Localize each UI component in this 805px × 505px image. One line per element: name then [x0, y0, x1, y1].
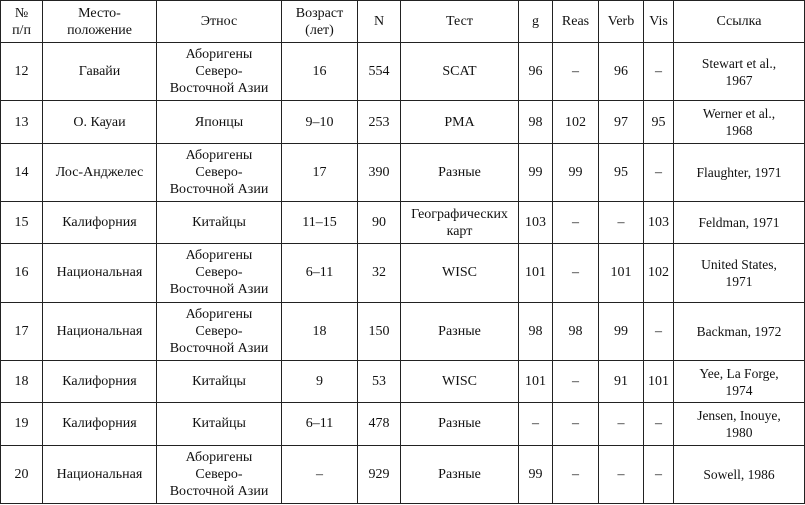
cell-n: 929	[358, 445, 401, 503]
cell-n: 554	[358, 43, 401, 101]
header-number: № п/п	[1, 1, 43, 43]
cell-ethnos: Японцы	[157, 101, 282, 143]
cell-g: 103	[519, 202, 553, 244]
cell-test: Разные	[401, 143, 519, 201]
cell-reas: 99	[553, 143, 599, 201]
cell-number: 15	[1, 202, 43, 244]
cell-n: 32	[358, 244, 401, 302]
cell-ethnos: Аборигены Северо- Восточной Азии	[157, 143, 282, 201]
cell-verb: 99	[599, 302, 644, 360]
cell-reas: –	[553, 43, 599, 101]
cell-location: О. Кауаи	[43, 101, 157, 143]
cell-location: Калифорния	[43, 361, 157, 403]
header-vis: Vis	[644, 1, 674, 43]
table-row	[1, 43, 805, 101]
cell-test: WISC	[401, 361, 519, 403]
header-n: N	[358, 1, 401, 43]
cell-number: 20	[1, 445, 43, 503]
cell-reas: –	[553, 361, 599, 403]
header-location: Место- положение	[43, 1, 157, 43]
cell-number: 16	[1, 244, 43, 302]
cell-reas: 98	[553, 302, 599, 360]
cell-number: 18	[1, 361, 43, 403]
header-g: g	[519, 1, 553, 43]
cell-test: SCAT	[401, 43, 519, 101]
cell-g: 99	[519, 445, 553, 503]
header-age: Возраст (лет)	[282, 1, 358, 43]
cell-n: 253	[358, 101, 401, 143]
cell-verb: 97	[599, 101, 644, 143]
cell-ethnos: Китайцы	[157, 403, 282, 445]
cell-age: 6–11	[282, 403, 358, 445]
cell-test: Разные	[401, 445, 519, 503]
table-row	[1, 302, 805, 360]
cell-vis: 102	[644, 244, 674, 302]
cell-location: Национальная	[43, 445, 157, 503]
cell-reference: Jensen, Inouye, 1980	[674, 403, 805, 445]
cell-reference: Stewart et al., 1967	[674, 43, 805, 101]
cell-vis: –	[644, 445, 674, 503]
cell-number: 14	[1, 143, 43, 201]
cell-g: 99	[519, 143, 553, 201]
cell-ethnos: Аборигены Северо- Восточной Азии	[157, 244, 282, 302]
cell-reas: –	[553, 403, 599, 445]
header-reference: Ссылка	[674, 1, 805, 43]
cell-reference: Sowell, 1986	[674, 445, 805, 503]
cell-ethnos: Китайцы	[157, 202, 282, 244]
cell-vis: –	[644, 143, 674, 201]
cell-age: 9	[282, 361, 358, 403]
cell-ethnos: Аборигены Северо- Восточной Азии	[157, 445, 282, 503]
cell-g: 101	[519, 244, 553, 302]
cell-reference: Flaughter, 1971	[674, 143, 805, 201]
cell-verb: 101	[599, 244, 644, 302]
header-reas: Reas	[553, 1, 599, 43]
cell-reference: Yee, La Forge, 1974	[674, 361, 805, 403]
cell-age: 17	[282, 143, 358, 201]
cell-g: 96	[519, 43, 553, 101]
table-row	[1, 361, 805, 403]
cell-n: 478	[358, 403, 401, 445]
cell-reas: –	[553, 445, 599, 503]
cell-test: Географических карт	[401, 202, 519, 244]
cell-reas: –	[553, 202, 599, 244]
cell-ethnos: Аборигены Северо- Восточной Азии	[157, 302, 282, 360]
cell-verb: 91	[599, 361, 644, 403]
table-row	[1, 202, 805, 244]
cell-vis: 103	[644, 202, 674, 244]
cell-number: 12	[1, 43, 43, 101]
header-test: Тест	[401, 1, 519, 43]
cell-age: 6–11	[282, 244, 358, 302]
cell-g: 101	[519, 361, 553, 403]
header-ethnos: Этнос	[157, 1, 282, 43]
cell-vis: –	[644, 43, 674, 101]
cell-test: WISC	[401, 244, 519, 302]
cell-number: 13	[1, 101, 43, 143]
cell-test: Разные	[401, 302, 519, 360]
cell-location: Национальная	[43, 244, 157, 302]
table-row	[1, 143, 805, 201]
cell-verb: 96	[599, 43, 644, 101]
cell-n: 150	[358, 302, 401, 360]
cell-verb: –	[599, 403, 644, 445]
header-verb: Verb	[599, 1, 644, 43]
cell-number: 17	[1, 302, 43, 360]
cell-g: –	[519, 403, 553, 445]
cell-reference: Backman, 1972	[674, 302, 805, 360]
cell-age: –	[282, 445, 358, 503]
cell-age: 18	[282, 302, 358, 360]
cell-location: Национальная	[43, 302, 157, 360]
cell-reas: –	[553, 244, 599, 302]
cell-age: 11–15	[282, 202, 358, 244]
cell-ethnos: Аборигены Северо- Восточной Азии	[157, 43, 282, 101]
cell-verb: –	[599, 445, 644, 503]
table-row	[1, 445, 805, 503]
cell-g: 98	[519, 302, 553, 360]
cell-ethnos: Китайцы	[157, 361, 282, 403]
cell-verb: 95	[599, 143, 644, 201]
cell-reas: 102	[553, 101, 599, 143]
cell-vis: 101	[644, 361, 674, 403]
cell-test: Разные	[401, 403, 519, 445]
cell-location: Калифорния	[43, 202, 157, 244]
cell-age: 16	[282, 43, 358, 101]
cell-reference: United States, 1971	[674, 244, 805, 302]
cell-test: PMA	[401, 101, 519, 143]
cell-n: 90	[358, 202, 401, 244]
cell-n: 53	[358, 361, 401, 403]
cell-location: Калифорния	[43, 403, 157, 445]
cell-verb: –	[599, 202, 644, 244]
cell-age: 9–10	[282, 101, 358, 143]
cell-vis: –	[644, 403, 674, 445]
cell-number: 19	[1, 403, 43, 445]
cell-vis: –	[644, 302, 674, 360]
table-row	[1, 101, 805, 143]
cell-reference: Werner et al., 1968	[674, 101, 805, 143]
header-row	[1, 1, 805, 43]
cell-location: Лос-Анджелес	[43, 143, 157, 201]
cell-reference: Feldman, 1971	[674, 202, 805, 244]
table-row	[1, 244, 805, 302]
cell-g: 98	[519, 101, 553, 143]
cell-location: Гавайи	[43, 43, 157, 101]
table-row	[1, 403, 805, 445]
cell-n: 390	[358, 143, 401, 201]
cell-vis: 95	[644, 101, 674, 143]
